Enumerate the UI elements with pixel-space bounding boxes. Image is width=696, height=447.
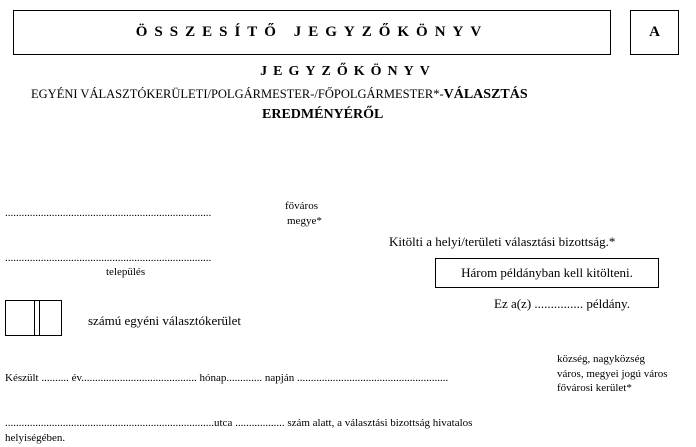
subtitle-normal: EGYÉNI VÁLASZTÓKERÜLETI/POLGÁRMESTER-/FŐPOLGÁRMESTER*-: [31, 87, 444, 101]
settlement-label: település: [106, 266, 146, 278]
location-fill-line-1: ...........................................................................: [5, 207, 212, 219]
municipality-type-1: község, nagyközség: [557, 353, 645, 365]
district-number-field[interactable]: [5, 300, 62, 336]
prepared-date-line: Készült .......... év.......................................... hónap............. napján .......................................................: [5, 372, 449, 384]
document-subtitle: [31, 87, 528, 103]
form-letter-box: [630, 10, 679, 55]
municipality-type-2: város, megyei jogú város: [557, 368, 668, 380]
committee-fill-note: Kitölti a helyi/területi választási bizottság.*: [389, 234, 616, 249]
document-subtitle-line2: EREDMÉNYÉRŐL: [262, 107, 384, 122]
form-letter: A: [649, 24, 660, 40]
copies-instruction: Három példányban kell kitölteni.: [461, 265, 633, 280]
county-label: megye*: [287, 215, 322, 227]
subtitle-bold: VÁLASZTÁS: [443, 87, 528, 102]
district-label: számú egyéni választókerület: [88, 313, 242, 328]
municipality-type-3: fővárosi kerület*: [557, 382, 632, 394]
summary-title-box: [13, 10, 611, 55]
copies-instruction-box: [435, 258, 659, 288]
district-number-divider: [34, 301, 40, 335]
location-fill-line-2: ...........................................................................: [5, 252, 212, 264]
summary-title: ÖSSZESÍTŐ JEGYZŐKÖNYV: [135, 24, 489, 40]
address-line: ............................................................................utca .................. szám alatt, a választási bizottság hivatalos: [5, 417, 473, 429]
document-title: JEGYZŐKÖNYV: [260, 64, 436, 79]
premises-line: helyiségében.: [5, 432, 66, 444]
copy-number-line: Ez a(z) ............... példány.: [494, 296, 630, 311]
capital-label: főváros: [285, 200, 318, 212]
